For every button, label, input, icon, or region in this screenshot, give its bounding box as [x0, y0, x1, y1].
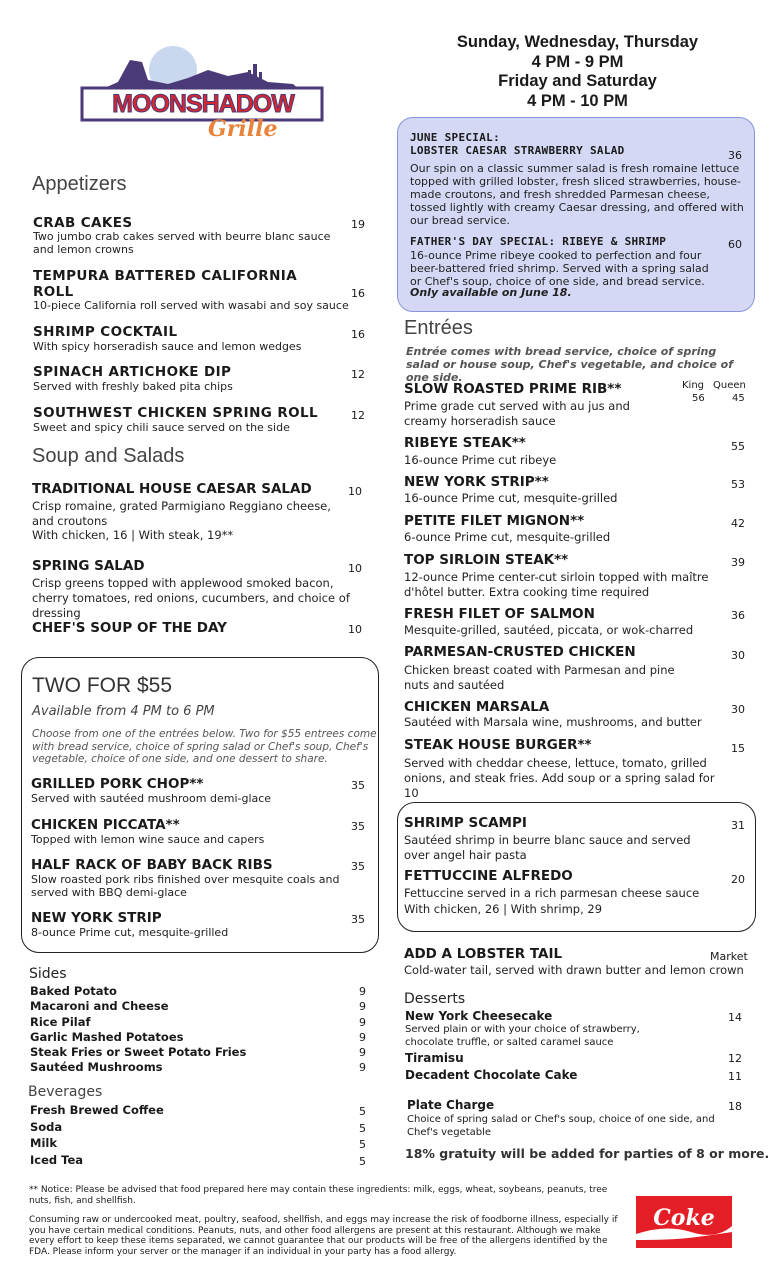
menu-item-desc: Topped with lemon wine sauce and capers: [31, 833, 265, 846]
gratuity-note: 18% gratuity will be added for parties of 8 or more.: [405, 1146, 770, 1161]
beverage-name: Soda: [30, 1119, 63, 1134]
menu-item-extra: With chicken, 26 | With shrimp, 29: [404, 902, 603, 916]
menu-item-name: CHEF'S SOUP OF THE DAY: [32, 620, 227, 636]
menu-item-name: PETITE FILET MIGNON**: [404, 513, 585, 529]
menu-item-name: ADD A LOBSTER TAIL: [404, 946, 563, 962]
queen-price: 45: [732, 393, 745, 404]
hours-line: 4 PM - 9 PM: [531, 52, 624, 71]
menu-item-name: RIBEYE STEAK**: [404, 435, 526, 451]
menu-item-desc: 16-ounce Prime cut ribeye: [404, 453, 557, 467]
side-item: [30, 999, 370, 1014]
sides-list: [30, 984, 370, 1076]
menu-item-desc: Chicken breast coated with Parmesan and pine nuts and sautéed: [404, 663, 675, 692]
menu-item-desc: Two jumbo crab cakes served with beurre blanc sauce and lemon crowns: [33, 230, 331, 256]
side-name: Sautéed Mushrooms: [30, 1060, 163, 1075]
menu-item-name: PARMESAN-CRUSTED CHICKEN: [404, 644, 636, 660]
menu-item-price: 31: [731, 819, 745, 832]
menu-item-name: HALF RACK OF BABY BACK RIBS: [31, 857, 273, 873]
dessert-name: Tiramisu: [405, 1051, 464, 1065]
dessert-price: 12: [728, 1052, 742, 1065]
side-item: [30, 1015, 370, 1030]
menu-item-name: STEAK HOUSE BURGER**: [404, 737, 592, 753]
dessert-price: 11: [728, 1070, 742, 1083]
menu-item-desc: Crisp romaine, grated Parmigiano Reggiano cheese, and croutons: [32, 499, 331, 528]
entrees-subtitle: Entrée comes with bread service, choice of spring salad or house soup, Chef's vegetable, and choice of one side.: [406, 345, 733, 384]
menu-item-price: 30: [731, 649, 745, 662]
special-title: JUNE SPECIAL: LOBSTER CAESAR STRAWBERRY SALAD: [410, 131, 625, 157]
consumer-warning: Consuming raw or undercooked meat, poultry, seafood, shellfish, and eggs may increase the risk of foodborne illness, especially if you have certain medical conditions. Peanuts, nuts, and other food allergens are present at this restaurant. Although we make every effort to keep these items separated, we cannot guarantee that our products will be free of the allergens identified by the FDA. Please inform your server or the manager if an individual in your party has a food allergy.: [29, 1215, 618, 1257]
menu-item-price: 16: [351, 328, 365, 341]
menu-item-price: 35: [351, 820, 365, 833]
side-name: Garlic Mashed Potatoes: [30, 1029, 184, 1044]
menu-item-desc: 8-ounce Prime cut, mesquite-grilled: [31, 926, 229, 939]
specials-box: [397, 117, 755, 312]
menu-item-price: 55: [731, 440, 745, 453]
side-item: [30, 1060, 370, 1075]
side-price: 9: [359, 985, 366, 998]
beverage-name: Fresh Brewed Coffee: [30, 1103, 164, 1117]
logo-name: MOONSHADOW: [112, 90, 294, 118]
beverages-list: [30, 1102, 370, 1168]
dessert-desc: Served plain or with your choice of strawberry, chocolate truffle, or salted caramel sauce: [405, 1024, 640, 1048]
hours-line: 4 PM - 10 PM: [527, 91, 628, 110]
beverage-item: [30, 1152, 370, 1169]
menu-item-desc: 6-ounce Prime cut, mesquite-grilled: [404, 530, 611, 544]
two-for-box: [21, 657, 379, 953]
menu-item-price: 10: [348, 562, 362, 575]
sides-title: Sides: [29, 966, 67, 982]
menu-item-name: SPRING SALAD: [32, 558, 145, 574]
hours: [400, 33, 755, 111]
menu-item-name: FETTUCCINE ALFREDO: [404, 868, 573, 884]
two-for-title: TWO FOR $55: [32, 674, 173, 697]
menu-item-name: SHRIMP COCKTAIL: [33, 324, 178, 340]
dessert-name: New York Cheesecake: [405, 1009, 553, 1023]
side-price: 9: [359, 1000, 366, 1014]
menu-item-name: SOUTHWEST CHICKEN SPRING ROLL: [33, 405, 319, 421]
menu-item-name: NEW YORK STRIP**: [404, 474, 549, 490]
menu-item-price: 36: [731, 609, 745, 622]
menu-item-price: 20: [731, 873, 745, 886]
plate-charge-price: 18: [728, 1100, 742, 1113]
menu-item-name: SLOW ROASTED PRIME RIB**: [404, 381, 622, 397]
side-item: [30, 984, 370, 999]
menu-item-price: 35: [351, 913, 365, 926]
menu-item-desc: With spicy horseradish sauce and lemon wedges: [33, 340, 302, 353]
side-item: [30, 1030, 370, 1045]
beverage-item: [30, 1119, 370, 1136]
menu-item-desc: Prime grade cut served with au jus and creamy horseradish sauce: [404, 399, 630, 428]
plate-charge-desc: Choice of spring salad or Chef's soup, choice of one side, and Chef's vegetable: [407, 1114, 715, 1138]
special-desc: Our spin on a classic summer salad is fresh romaine lettuce topped with grilled lobster, fresh sliced strawberries, house-made croutons, and fresh shredded Parmesan cheese, tossed lightly with creamy Caesar dressing, and offered with our bread service.: [410, 162, 744, 227]
menu-item-name: NEW YORK STRIP: [31, 910, 162, 926]
menu-item-desc: Cold-water tail, served with drawn butter and lemon crown: [404, 963, 744, 977]
menu-item-name: SPINACH ARTICHOKE DIP: [33, 364, 232, 380]
beverage-price: 5: [359, 1138, 366, 1151]
two-for-intro: Choose from one of the entrées below. Two for $55 entrees come with bread service, choice of spring salad or Chef's soup, Chef's vegetable, choice of one side, and one dessert to share.: [32, 728, 377, 765]
logo: [78, 42, 328, 152]
soups-title: Soup and Salads: [32, 445, 185, 467]
king-label: King: [682, 380, 705, 391]
beverages-title: Beverages: [28, 1084, 103, 1100]
side-name: Rice Pilaf: [30, 1014, 91, 1029]
menu-item-price: 53: [731, 478, 745, 491]
menu-item-desc: Sautéed shrimp in beurre blanc sauce and served over angel hair pasta: [404, 833, 691, 862]
menu-item-desc: Crisp greens topped with applewood smoked bacon, cherry tomatoes, red onions, cucumbers, and choice of dressing: [32, 576, 350, 620]
menu-item-price: 15: [731, 742, 745, 755]
allergen-notice: ** Notice: Please be advised that food prepared here may contain these ingredients: milk, eggs, wheat, soybeans, peanuts, tree nuts, fish, and shellfish.: [29, 1185, 608, 1206]
coke-text: Coke: [653, 1205, 715, 1231]
special-title: FATHER'S DAY SPECIAL: RIBEYE & SHRIMP: [410, 235, 667, 248]
pasta-box: [397, 802, 756, 932]
menu-item-price: 12: [351, 368, 365, 381]
logo-sub: Grille: [208, 116, 278, 142]
menu-item-name: CRAB CAKES: [33, 215, 133, 231]
dessert-price: 14: [728, 1011, 742, 1024]
side-name: Macaroni and Cheese: [30, 999, 169, 1014]
side-price: 9: [359, 1015, 366, 1029]
plate-charge-name: Plate Charge: [407, 1098, 495, 1112]
menu-item-desc: Served with cheddar cheese, lettuce, tomato, grilled onions, and steak fries. Add soup or a spring salad for 10: [404, 756, 715, 800]
menu-item-name: SHRIMP SCAMPI: [404, 815, 527, 831]
menu-item-name: TEMPURA BATTERED CALIFORNIA ROLL: [33, 268, 298, 300]
menu-item-price: 35: [351, 860, 365, 873]
menu-item-price: 12: [351, 409, 365, 422]
special-price: 36: [728, 149, 742, 162]
menu-item-desc: Sweet and spicy chili sauce served on the side: [33, 421, 290, 434]
beverage-name: Iced Tea: [30, 1152, 84, 1167]
menu-item-desc: Mesquite-grilled, sautéed, piccata, or wok-charred: [404, 623, 694, 637]
special-price: 60: [728, 238, 742, 251]
side-item: [30, 1045, 370, 1060]
menu-item-name: TRADITIONAL HOUSE CAESAR SALAD: [32, 481, 312, 497]
menu-item-name: CHICKEN MARSALA: [404, 699, 550, 715]
coke-logo: [636, 1196, 732, 1248]
menu-item-desc: 12-ounce Prime center-cut sirloin topped with maître d'hôtel butter. Extra cooking time required: [404, 570, 709, 599]
beverage-item: [30, 1135, 370, 1152]
menu-item-price: 10: [348, 623, 362, 636]
hours-line: Friday and Saturday: [498, 72, 657, 90]
beverage-price: 5: [359, 1105, 366, 1118]
appetizers-title: Appetizers: [32, 173, 127, 195]
hours-line: Sunday, Wednesday, Thursday: [456, 33, 699, 51]
menu-item-desc: 16-ounce Prime cut, mesquite-grilled: [404, 491, 618, 505]
menu-item-price: 35: [351, 779, 365, 792]
dessert-name: Decadent Chocolate Cake: [405, 1068, 578, 1082]
desserts-title: Desserts: [404, 991, 466, 1007]
menu-item-price: 19: [351, 218, 365, 231]
beverage-name: Milk: [30, 1136, 57, 1150]
menu-item-price: Market: [710, 950, 748, 963]
side-name: Baked Potato: [30, 984, 117, 998]
menu-item-name: CHICKEN PICCATA**: [31, 817, 180, 833]
beverage-price: 5: [359, 1154, 366, 1168]
menu-item-name: TOP SIRLOIN STEAK**: [404, 552, 569, 568]
two-for-subtitle: Available from 4 PM to 6 PM: [32, 704, 215, 719]
side-price: 9: [359, 1046, 366, 1060]
side-price: 9: [359, 1030, 366, 1044]
menu-item-desc: Slow roasted pork ribs finished over mesquite coals and served with BBQ demi-glace: [31, 873, 340, 899]
menu-item-price: 42: [731, 517, 745, 530]
side-name: Steak Fries or Sweet Potato Fries: [30, 1045, 247, 1060]
menu-item-name: GRILLED PORK CHOP**: [31, 776, 204, 792]
menu-item-desc: Sautéed with Marsala wine, mushrooms, and butter: [404, 715, 702, 729]
menu-item-price: 16: [351, 287, 365, 300]
menu-item-price: 10: [348, 485, 362, 498]
king-price: 56: [692, 393, 705, 404]
special-desc: 16-ounce Prime ribeye cooked to perfection and four beer-battered fried shrimp. Served with a spring salad or Chef's soup, choice of one side, and bread service.: [410, 249, 709, 288]
queen-label: Queen: [713, 380, 746, 391]
menu-item-desc: Fettuccine served in a rich parmesan cheese sauce: [404, 886, 700, 900]
menu-item-price: 30: [731, 703, 745, 716]
menu-item-name: FRESH FILET OF SALMON: [404, 606, 595, 622]
menu-item-desc: Served with sautéed mushroom demi-glace: [31, 792, 272, 805]
side-price: 9: [359, 1061, 366, 1075]
special-note: Only available on June 18.: [410, 286, 572, 299]
entrees-title: Entrées: [404, 317, 473, 339]
beverage-item: [30, 1102, 370, 1119]
menu-item-desc: 10-piece California roll served with wasabi and soy sauce: [33, 299, 349, 312]
beverage-price: 5: [359, 1121, 366, 1135]
menu-item-price: 39: [731, 556, 745, 569]
menu-item-desc: Served with freshly baked pita chips: [33, 380, 233, 393]
menu-item-extra: With chicken, 16 | With steak, 19**: [32, 528, 234, 542]
